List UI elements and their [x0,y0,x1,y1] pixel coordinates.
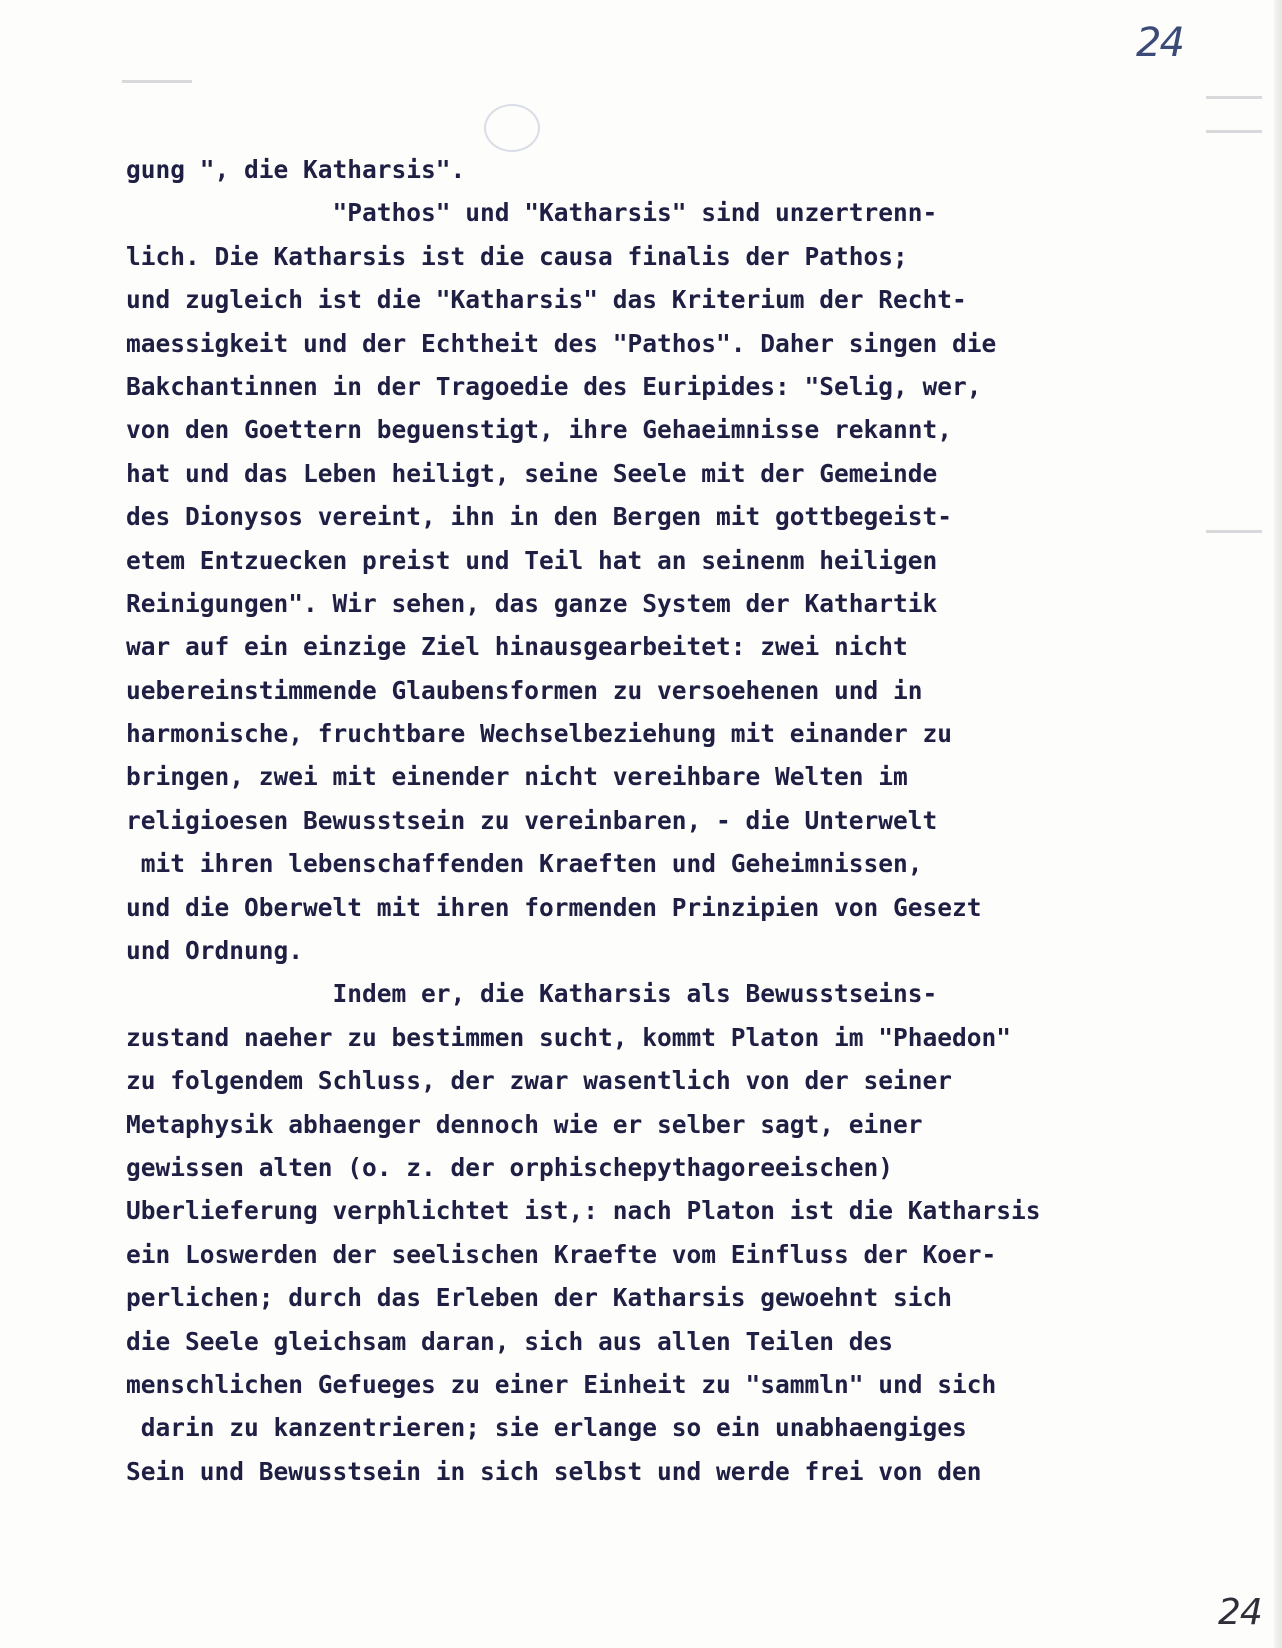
text-line: lich. Die Katharsis ist die causa finalis der Pathos; [126,241,908,271]
text-line: war auf ein einzige Ziel hinausgearbeitet: zwei nicht [126,632,908,662]
typewritten-body [126,148,1126,1493]
text-line: perlichen; durch das Erleben der Katharsis gewoehnt sich [126,1283,953,1313]
text-line: Indem er, die Katharsis als Bewusstseins- [126,979,938,1009]
scan-rule-mark [1206,530,1262,533]
scan-rule-mark [122,80,192,83]
text-line: religioesen Bewusstsein zu vereinbaren, - die Unterwelt [126,805,938,835]
text-line: bringen, zwei mit einender nicht vereihbare Welten im [126,762,908,792]
text-line: von den Goettern beguenstigt, ihre Gehaeimnisse rekannt, [126,415,953,445]
text-line: ein Loswerden der seelischen Kraefte vom Einfluss der Koer- [126,1239,997,1269]
text-line: Bakchantinnen in der Tragoedie des Euripides: "Selig, wer, [126,371,982,401]
text-line: mit ihren lebenschaffenden Kraeften und Geheimnissen, [126,849,923,879]
text-line: etem Entzuecken preist und Teil hat an seinenm heiligen [126,545,938,575]
text-line: und die Oberwelt mit ihren formenden Prinzipien von Gesezt [126,892,982,922]
text-line: Reinigungen". Wir sehen, das ganze System der Kathartik [126,588,938,618]
faint-stamp-mark [484,104,540,152]
text-line: maessigkeit und der Echtheit des "Pathos". Daher singen die [126,328,997,358]
text-line: hat und das Leben heiligt, seine Seele mit der Gemeinde [126,458,938,488]
scan-rule-mark [1206,130,1262,133]
text-line: und zugleich ist die "Katharsis" das Kriterium der Recht- [126,285,967,315]
text-line: zustand naeher zu bestimmen sucht, kommt Platon im "Phaedon" [126,1022,1012,1052]
text-line: "Pathos" und "Katharsis" sind unzertrenn- [126,198,938,228]
text-line: gung ", die Katharsis". [126,155,466,184]
text-line: harmonische, fruchtbare Wechselbeziehung mit einander zu [126,719,953,749]
text-line: darin zu kanzentrieren; sie erlange so ein unabhaengiges [126,1413,967,1443]
scan-rule-mark [1206,96,1262,99]
text-line: und Ordnung. [126,936,304,966]
page-number-bottom: 24 [1218,1592,1262,1633]
text-line: Sein und Bewusstsein in sich selbst und werde frei von den [126,1456,982,1486]
text-line: Metaphysik abhaenger dennoch wie er selber sagt, einer [126,1109,923,1139]
text-line: die Seele gleichsam daran, sich aus allen Teilen des [126,1326,894,1356]
text-line: des Dionysos vereint, ihn in den Bergen mit gottbegeist- [126,502,953,532]
text-line: gewissen alten (o. z. der orphischepythagoreeischen) [126,1152,894,1182]
text-line: zu folgendem Schluss, der zwar wasentlich von der seiner [126,1066,953,1096]
page-edge-shadow [1274,0,1282,1648]
text-line: uebereinstimmende Glaubensformen zu versoehenen und in [126,675,923,705]
text-line: Uberlieferung verphlichtet ist,: nach Platon ist die Katharsis [126,1196,1041,1226]
page-number-top: 24 [1136,20,1183,66]
text-line: menschlichen Gefueges zu einer Einheit zu "sammln" und sich [126,1369,997,1399]
